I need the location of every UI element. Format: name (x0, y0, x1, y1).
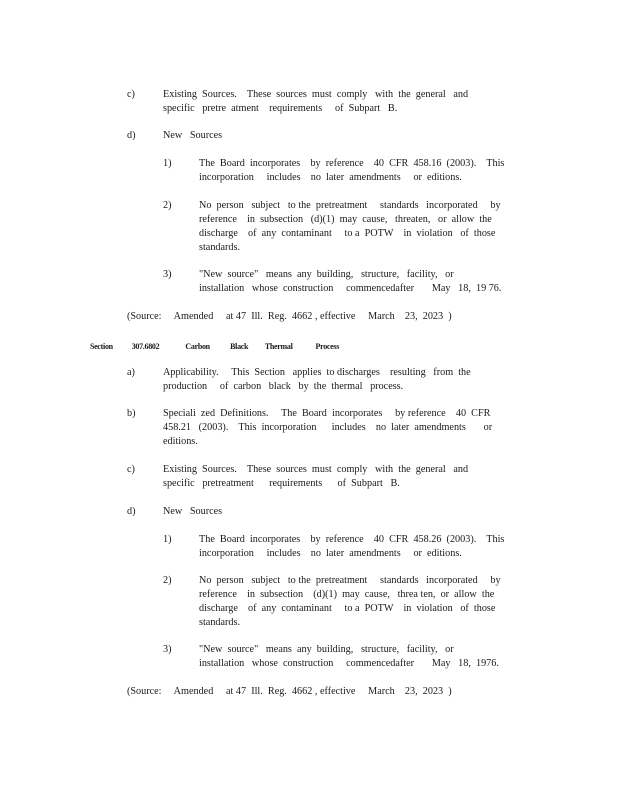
subsection-label: b) (127, 408, 136, 419)
section-heading (90, 340, 339, 354)
item-text (199, 574, 501, 630)
subsection-text: New Sources (163, 506, 223, 517)
text-line: production of carbon black by the thermal process. (163, 381, 404, 392)
item-text (199, 643, 499, 671)
item-text (199, 533, 504, 561)
text-line: Speciali zed Definitions. The Board incorporates by reference 40 CFR (163, 408, 491, 419)
text-line: standards. (199, 242, 241, 253)
text-line: reference in subsection (d)(1) may cause, threaten, or allow the (199, 214, 492, 225)
item-label: 3) (163, 644, 172, 655)
text-line: editions. (163, 436, 198, 447)
text-line: discharge of any contaminant to a POTW in violation of those (199, 603, 496, 614)
text-line: Applicability. This Section applies to discharges resulting from the (163, 367, 471, 378)
text-line: Existing Sources. These sources must comply with the general and (163, 89, 469, 100)
item-text (199, 157, 504, 185)
subsection-text (163, 463, 468, 491)
section-word: Section (90, 342, 113, 351)
subsection-label: a) (127, 367, 135, 378)
item-label: 1) (163, 534, 172, 545)
source-note: (Source: Amended at 47 Ill. Reg. 4662 , effective March 23, 2023 ) (127, 686, 452, 697)
text-line: specific pretre atment requirements of Subpart B. (163, 103, 398, 114)
subsection-text: New Sources (163, 130, 223, 141)
section-number: 307.6802 (131, 342, 160, 351)
item-label: 2) (163, 575, 172, 586)
text-line: installation whose construction commencedafter May 18, 1976. (199, 658, 499, 669)
subsection-text (163, 88, 468, 116)
subsection-label: c) (127, 464, 135, 475)
subsection-text (163, 366, 471, 394)
text-line: specific pretreatment requirements of Subpart B. (163, 478, 400, 489)
item-label: 2) (163, 200, 172, 211)
text-line: The Board incorporates by reference 40 CFR 458.16 (2003). This (199, 158, 505, 169)
text-line: The Board incorporates by reference 40 CFR 458.26 (2003). This (199, 534, 505, 545)
section-title-word: Process (315, 342, 340, 351)
section-title-word: Black (230, 342, 249, 351)
text-line: Existing Sources. These sources must comply with the general and (163, 464, 469, 475)
text-line: incorporation includes no later amendments or editions. (199, 548, 462, 559)
source-note: (Source: Amended at 47 Ill. Reg. 4662 , effective March 23, 2023 ) (127, 311, 452, 322)
text-line: No person subject to the pretreatment standards incorporated by (199, 200, 501, 211)
section-title-word: Thermal (264, 342, 293, 351)
text-line: reference in subsection (d)(1) may cause, threa ten, or allow the (199, 589, 495, 600)
subsection-label: d) (127, 506, 136, 517)
text-line: 458.21 (2003). This incorporation includes no later amendments or (163, 422, 493, 433)
subsection-label: c) (127, 89, 135, 100)
text-line: No person subject to the pretreatment standards incorporated by (199, 575, 501, 586)
item-label: 3) (163, 269, 172, 280)
text-line: discharge of any contaminant to a POTW in violation of those (199, 228, 496, 239)
text-line: installation whose construction commencedafter May 18, 19 76. (199, 283, 502, 294)
text-line: incorporation includes no later amendments or editions. (199, 172, 462, 183)
subsection-text (163, 407, 492, 449)
subsection-label: d) (127, 130, 136, 141)
item-label: 1) (163, 158, 172, 169)
text-line: "New source" means any building, structure, facility, or (199, 269, 454, 280)
item-text (199, 268, 501, 296)
text-line: standards. (199, 617, 241, 628)
text-line: "New source" means any building, structure, facility, or (199, 644, 454, 655)
section-title-word: Carbon (185, 342, 210, 351)
item-text (199, 199, 501, 255)
